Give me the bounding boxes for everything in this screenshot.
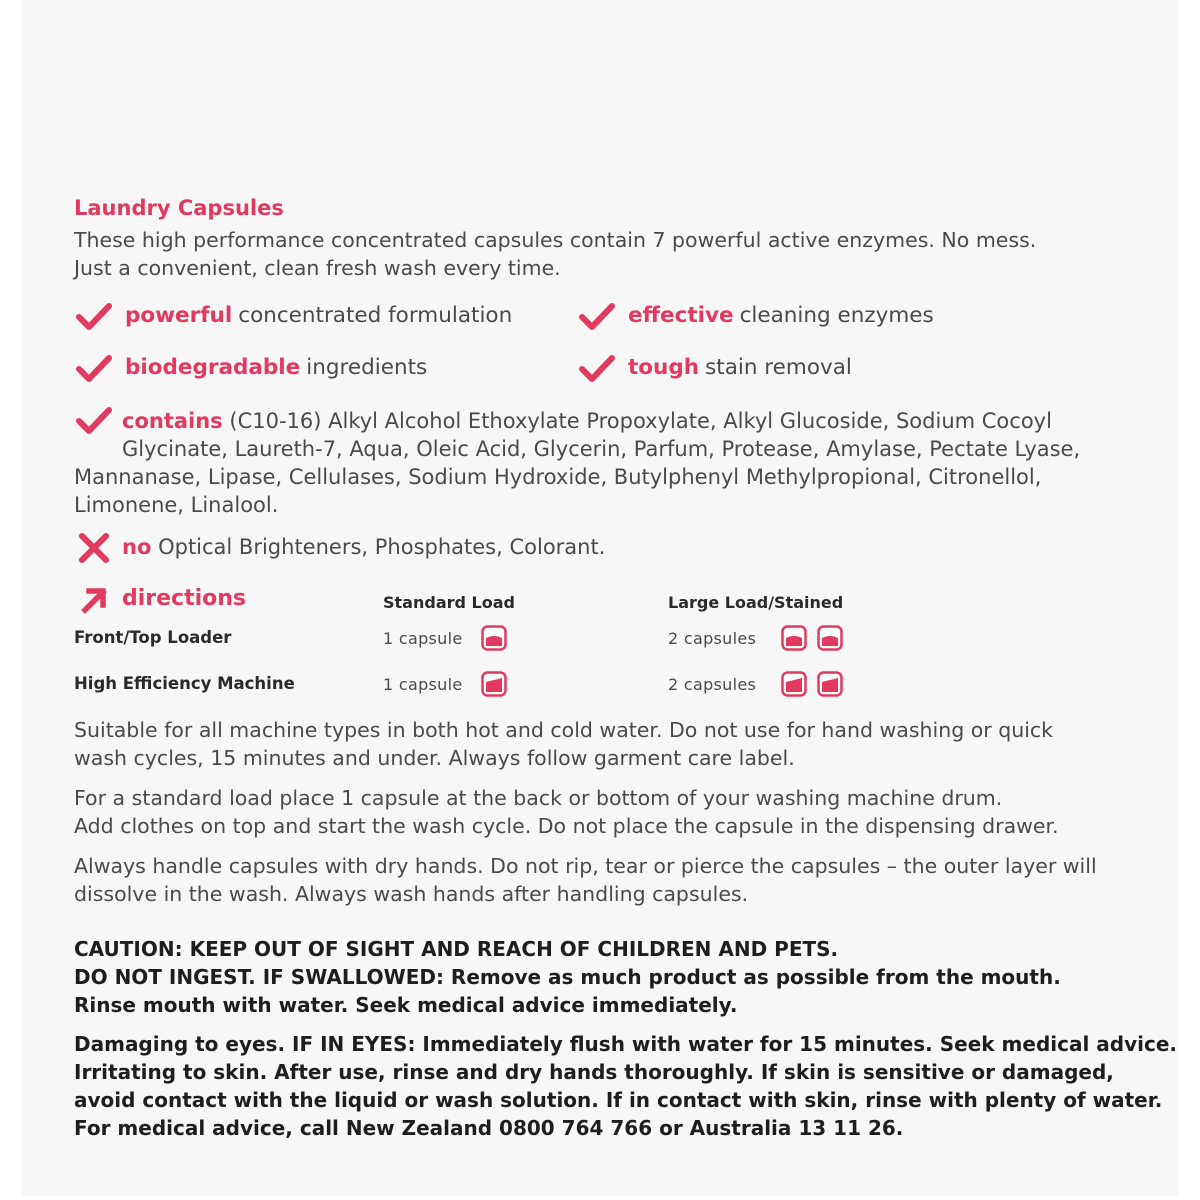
intro-line: Just a convenient, clean fresh wash every time. <box>74 256 561 280</box>
paragraph-line: wash cycles, 15 minutes and under. Always follow garment care label. <box>74 746 795 770</box>
caution-line: DO NOT INGEST. IF SWALLOWED: Remove as much product as possible from the mouth. <box>74 965 1061 989</box>
ingredients-list <box>74 407 1134 519</box>
first-aid-block <box>74 1030 1177 1142</box>
caution-line: CAUTION: KEEP OUT OF SIGHT AND REACH OF CHILDREN AND PETS. <box>74 937 839 961</box>
caution-line: avoid contact with the liquid or wash solution. If in contact with skin, rinse with plenty of water. <box>74 1088 1163 1112</box>
product-title: Laundry Capsules <box>74 196 284 220</box>
row-label-high-efficiency: High Efficiency Machine <box>74 674 295 693</box>
front-loader-icon <box>481 625 507 651</box>
paragraph-line: Add clothes on top and start the wash cycle. Do not place the capsule in the dispensing drawer. <box>74 814 1059 838</box>
paragraph-line: Always handle capsules with dry hands. Do not rip, tear or pierce the capsules – the outer layer will <box>74 854 1097 878</box>
standard-dose: 1 capsule <box>383 629 463 648</box>
feature-bold: powerful <box>125 303 233 328</box>
feature-text: concentrated formulation <box>238 303 513 328</box>
ingredients-line: (C10-16) Alkyl Alcohol Ethoxylate Propoxylate, Alkyl Glucoside, Sodium Cocoyl <box>229 409 1052 433</box>
check-icon <box>76 355 112 383</box>
feature-text: stain removal <box>705 355 852 380</box>
contains-bold: contains <box>122 409 223 433</box>
large-dose: 2 capsules <box>668 629 757 648</box>
column-standard-load: Standard Load <box>383 593 515 612</box>
no-bold: no <box>122 535 152 559</box>
paragraph-line: Suitable for all machine types in both hot and cold water. Do not use for hand washing or quick <box>74 718 1054 742</box>
cross-icon <box>78 533 110 563</box>
check-icon <box>579 303 615 331</box>
check-icon <box>76 303 112 331</box>
ingredients-line: Limonene, Linalool. <box>74 493 279 517</box>
front-loader-icon <box>781 625 807 651</box>
column-large-load: Large Load/Stained <box>668 593 844 612</box>
ingredients-line: Glycinate, Laureth-7, Aqua, Oleic Acid, Glycerin, Parfum, Protease, Amylase, Pectate Lyase, <box>122 437 1081 461</box>
ingredients-line: Mannanase, Lipase, Cellulases, Sodium Hydroxide, Butylphenyl Methylpropional, Citronellol, <box>74 465 1042 489</box>
handling-paragraph <box>74 852 1097 908</box>
paragraph-line: For a standard load place 1 capsule at the back or bottom of your washing machine drum. <box>74 786 1003 810</box>
feature-bold: biodegradable <box>125 355 301 380</box>
intro-line: These high performance concentrated capsules contain 7 powerful active enzymes. No mess. <box>74 228 1037 252</box>
paragraph-line: dissolve in the wash. Always wash hands after handling capsules. <box>74 882 749 906</box>
arrow-up-right-icon <box>80 586 108 614</box>
feature-text: cleaning enzymes <box>739 303 934 328</box>
feature-text: ingredients <box>306 355 428 380</box>
no-text: Optical Brighteners, Phosphates, Colorant. <box>158 535 606 559</box>
high-efficiency-icon <box>481 671 507 697</box>
large-dose: 2 capsules <box>668 675 757 694</box>
front-loader-icon <box>817 625 843 651</box>
row-label-front-top: Front/Top Loader <box>74 628 232 647</box>
caution-line: For medical advice, call New Zealand 0800 764 766 or Australia 13 11 26. <box>74 1116 904 1140</box>
caution-block <box>74 935 1061 1019</box>
usage-paragraph <box>74 716 1053 772</box>
caution-line: Rinse mouth with water. Seek medical advice immediately. <box>74 993 738 1017</box>
placement-paragraph <box>74 784 1059 840</box>
directions-heading: directions <box>122 586 247 611</box>
high-efficiency-icon <box>817 671 843 697</box>
caution-line: Irritating to skin. After use, rinse and dry hands thoroughly. If skin is sensitive or damaged, <box>74 1060 1114 1084</box>
caution-line: Damaging to eyes. IF IN EYES: Immediately flush with water for 15 minutes. Seek medical advice. <box>74 1032 1178 1056</box>
intro-text <box>74 226 1036 282</box>
standard-dose: 1 capsule <box>383 675 463 694</box>
feature-bold: effective <box>628 303 734 328</box>
high-efficiency-icon <box>781 671 807 697</box>
no-items <box>122 535 605 559</box>
feature-bold: tough <box>628 355 700 380</box>
check-icon <box>579 355 615 383</box>
